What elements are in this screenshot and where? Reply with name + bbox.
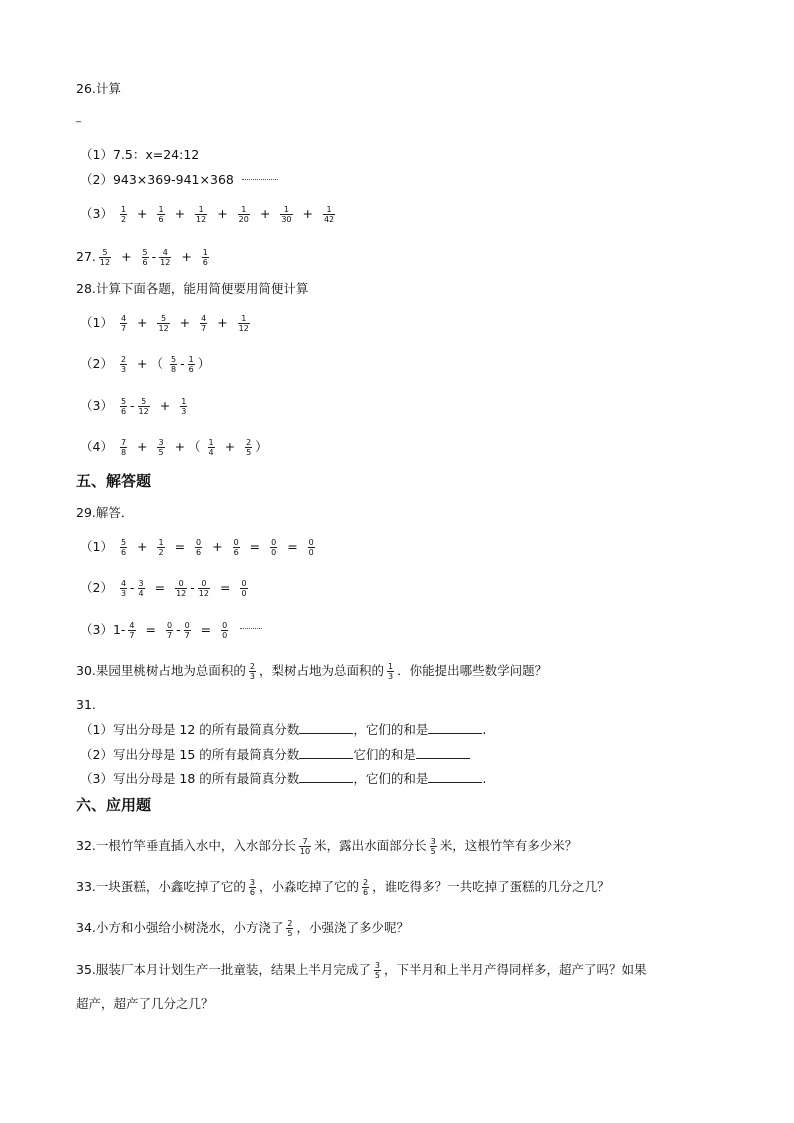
q35-line1 xyxy=(76,961,647,980)
fraction: $\frac{0}{6}$ xyxy=(196,538,202,557)
q31-item3 xyxy=(80,770,486,787)
q31-text: 它们的和是 xyxy=(353,747,416,762)
fraction: $\frac{2}{3}$ xyxy=(120,355,127,374)
fraction: $\frac{3}{5}$ xyxy=(158,438,164,457)
equals-sign: = xyxy=(145,622,156,637)
minus-sign: - xyxy=(151,249,157,264)
plus-sign: + xyxy=(137,315,148,330)
fraction: $\frac{1}{2}$ xyxy=(120,205,127,224)
q31-text: （3）写出分母是 18 的所有最简真分数 xyxy=(80,771,300,786)
answer-blank[interactable] xyxy=(299,770,353,783)
q33-text: 33.一块蛋糕，小鑫吃掉了它的 xyxy=(76,879,246,894)
fraction: $\frac{3}{4}$ xyxy=(138,579,144,598)
minus-sign: - xyxy=(190,580,195,595)
plus-sign: + xyxy=(224,439,236,454)
equals-sign: = xyxy=(219,580,231,595)
plus-sign: + xyxy=(137,206,148,221)
fraction: $\frac{1}{2}$ xyxy=(158,538,164,557)
fraction: $\frac{1}{6}$ xyxy=(202,248,208,267)
number-one: 1 xyxy=(112,622,121,637)
answer-blank[interactable] xyxy=(299,721,353,734)
fraction: $\frac{0}{0}$ xyxy=(308,538,314,557)
fraction: $\frac{1}{30}$ xyxy=(281,205,292,224)
item-prefix: （2） xyxy=(80,580,113,595)
q30-text: 30.果园里桃树占地为总面积的 xyxy=(76,663,246,678)
plus-sign: + xyxy=(137,439,148,454)
q30 xyxy=(76,662,547,681)
answer-blank[interactable] xyxy=(428,721,482,734)
q35-line2: 超产，超产了几分之几？ xyxy=(76,996,214,1011)
fraction: $\frac{5}{12}$ xyxy=(99,248,111,267)
q31-title: 31. xyxy=(76,697,96,712)
fraction: $\frac{1}{12}$ xyxy=(238,314,249,333)
dotted-mark xyxy=(240,628,262,631)
plus-sign: + xyxy=(121,249,132,264)
fraction: $\frac{1}{12}$ xyxy=(196,205,207,224)
section-heading-6: 六、应用题 xyxy=(76,796,152,814)
q33-text: ，谁吃得多？一共吃掉了蛋糕的几分之几？ xyxy=(372,879,610,894)
left-paren: （ xyxy=(188,439,201,454)
plus-sign: + xyxy=(217,206,228,221)
plus-sign: + xyxy=(174,206,186,221)
fraction: $\frac{5}{6}$ xyxy=(120,538,127,557)
fraction: $\frac{1}{6}$ xyxy=(188,355,194,374)
plus-sign: + xyxy=(302,206,313,221)
q31-item1 xyxy=(80,721,486,738)
fraction: $\frac{0}{12}$ xyxy=(198,579,209,598)
fraction: $\frac{0}{6}$ xyxy=(233,538,239,557)
fraction: $\frac{5}{8}$ xyxy=(171,355,177,374)
fraction: $\frac{1}{4}$ xyxy=(208,438,214,457)
minus-sign: - xyxy=(120,622,126,637)
fraction: $\frac{0}{7}$ xyxy=(166,621,173,640)
q28-item2 xyxy=(80,355,210,374)
dotted-mark xyxy=(242,179,278,182)
left-paren: （ xyxy=(150,356,164,371)
fraction: $\frac{0}{12}$ xyxy=(176,579,187,598)
fraction: $\frac{2}{5}$ xyxy=(246,438,252,457)
q34-text: 34.小方和小强给小树浇水，小方浇了 xyxy=(76,920,284,935)
section-heading-5: 五、解答题 xyxy=(76,472,152,490)
minus-sign: - xyxy=(130,580,135,595)
q30-text: ，梨树占地为总面积的 xyxy=(258,663,384,678)
fraction: $\frac{5}{6}$ xyxy=(142,248,148,267)
fraction: $\frac{1}{3}$ xyxy=(388,662,394,681)
item-prefix: （3） xyxy=(80,398,113,413)
item-prefix: （3） xyxy=(80,206,113,221)
q31-item2 xyxy=(80,746,470,763)
plus-sign: + xyxy=(181,249,192,264)
minus-sign: - xyxy=(176,622,181,637)
equals-sign: = xyxy=(154,580,166,595)
q26-dash: _ xyxy=(76,112,81,123)
minus-sign: - xyxy=(130,398,135,413)
q29-item1 xyxy=(80,538,318,557)
answer-blank[interactable] xyxy=(428,770,482,783)
fraction: $\frac{4}{12}$ xyxy=(160,248,171,267)
fraction: $\frac{1}{6}$ xyxy=(158,205,164,224)
q31-text: ，它们的和是 xyxy=(353,771,429,786)
fraction: $\frac{7}{8}$ xyxy=(120,438,127,457)
fraction: $\frac{5}{12}$ xyxy=(158,314,169,333)
fraction: $\frac{2}{6}$ xyxy=(363,878,369,897)
q32 xyxy=(76,837,577,856)
q26-item3 xyxy=(80,205,338,224)
fraction: $\frac{0}{7}$ xyxy=(184,621,190,640)
fraction: $\frac{2}{5}$ xyxy=(287,919,293,938)
q28-item4 xyxy=(80,438,268,457)
equals-sign: = xyxy=(174,539,186,554)
q33 xyxy=(76,878,610,897)
q32-text: 32.一根竹竿垂直插入水中，入水部分长 xyxy=(76,838,296,853)
q32-text: 米，这根竹竿有多少米？ xyxy=(439,838,578,853)
period: . xyxy=(482,771,487,786)
equals-sign: = xyxy=(287,539,298,554)
plus-sign: + xyxy=(137,539,148,554)
q26-item2: （2）943×369-941×368 xyxy=(80,172,234,187)
q26-item1: （1）7.5：x=24:12 xyxy=(80,147,200,162)
q32-text: 米，露出水面部分长 xyxy=(314,838,427,853)
fraction: $\frac{1}{3}$ xyxy=(181,397,187,416)
q29-title: 29.解答． xyxy=(76,505,134,520)
plus-sign: + xyxy=(159,398,171,413)
q34-text: ，小强浇了多少呢？ xyxy=(296,920,409,935)
answer-blank[interactable] xyxy=(416,746,470,759)
fraction: $\frac{3}{5}$ xyxy=(430,837,436,856)
q34 xyxy=(76,919,409,938)
item-prefix: （1） xyxy=(80,315,113,330)
fraction: $\frac{0}{0}$ xyxy=(271,538,277,557)
plus-sign: + xyxy=(217,315,228,330)
fraction: $\frac{4}{7}$ xyxy=(120,314,127,333)
equals-sign: = xyxy=(249,539,261,554)
fraction: $\frac{4}{3}$ xyxy=(120,579,127,598)
q35-text: 35.服装厂本月计划生产一批童装，结果上半月完成了 xyxy=(76,962,371,977)
q33-text: ，小淼吃掉了它的 xyxy=(258,879,359,894)
fraction: $\frac{1}{20}$ xyxy=(238,205,249,224)
q26-title: 26.计算 xyxy=(76,81,121,96)
q29-item3 xyxy=(80,621,231,640)
q30-text: ．你能提出哪些数学问题？ xyxy=(397,663,548,678)
fraction: $\frac{1}{42}$ xyxy=(323,205,335,224)
equals-sign: = xyxy=(200,622,212,637)
plus-sign: + xyxy=(174,439,186,454)
fraction: $\frac{2}{3}$ xyxy=(249,662,255,681)
fraction: $\frac{5}{12}$ xyxy=(138,397,149,416)
item-prefix: （2） xyxy=(80,356,113,371)
q29-item2 xyxy=(80,579,251,598)
fraction: $\frac{4}{7}$ xyxy=(129,621,135,640)
q35-text: ，下半月和上半月产得同样多，超产了吗？如果 xyxy=(383,962,647,977)
right-paren: ） xyxy=(197,356,211,371)
fraction: $\frac{4}{7}$ xyxy=(201,314,207,333)
item-prefix: （1） xyxy=(80,539,113,554)
fraction: $\frac{0}{0}$ xyxy=(222,621,228,640)
period: . xyxy=(482,722,487,737)
q28-item1 xyxy=(80,314,253,333)
plus-sign: + xyxy=(137,356,148,371)
fraction: $\frac{5}{6}$ xyxy=(120,397,127,416)
fraction: $\frac{3}{5}$ xyxy=(374,961,380,980)
fraction: $\frac{0}{0}$ xyxy=(241,579,247,598)
item-prefix: 27. xyxy=(76,249,96,264)
answer-blank[interactable] xyxy=(299,746,353,759)
minus-sign: - xyxy=(180,356,185,371)
item-prefix: （4） xyxy=(80,439,113,454)
item-prefix: （3） xyxy=(80,622,113,637)
plus-sign: + xyxy=(259,206,271,221)
q31-text: （2）写出分母是 15 的所有最简真分数 xyxy=(80,747,300,762)
q31-text: ，它们的和是 xyxy=(353,722,429,737)
q31-text: （1）写出分母是 12 的所有最简真分数 xyxy=(80,722,300,737)
fraction: $\frac{7}{10}$ xyxy=(299,837,311,856)
plus-sign: + xyxy=(212,539,223,554)
right-paren: ） xyxy=(255,439,268,454)
q28-item3 xyxy=(80,397,190,416)
q27 xyxy=(76,248,212,267)
q28-title: 28.计算下面各题，能用简便要用简便计算 xyxy=(76,281,309,296)
plus-sign: + xyxy=(179,315,191,330)
fraction: $\frac{3}{6}$ xyxy=(249,878,255,897)
